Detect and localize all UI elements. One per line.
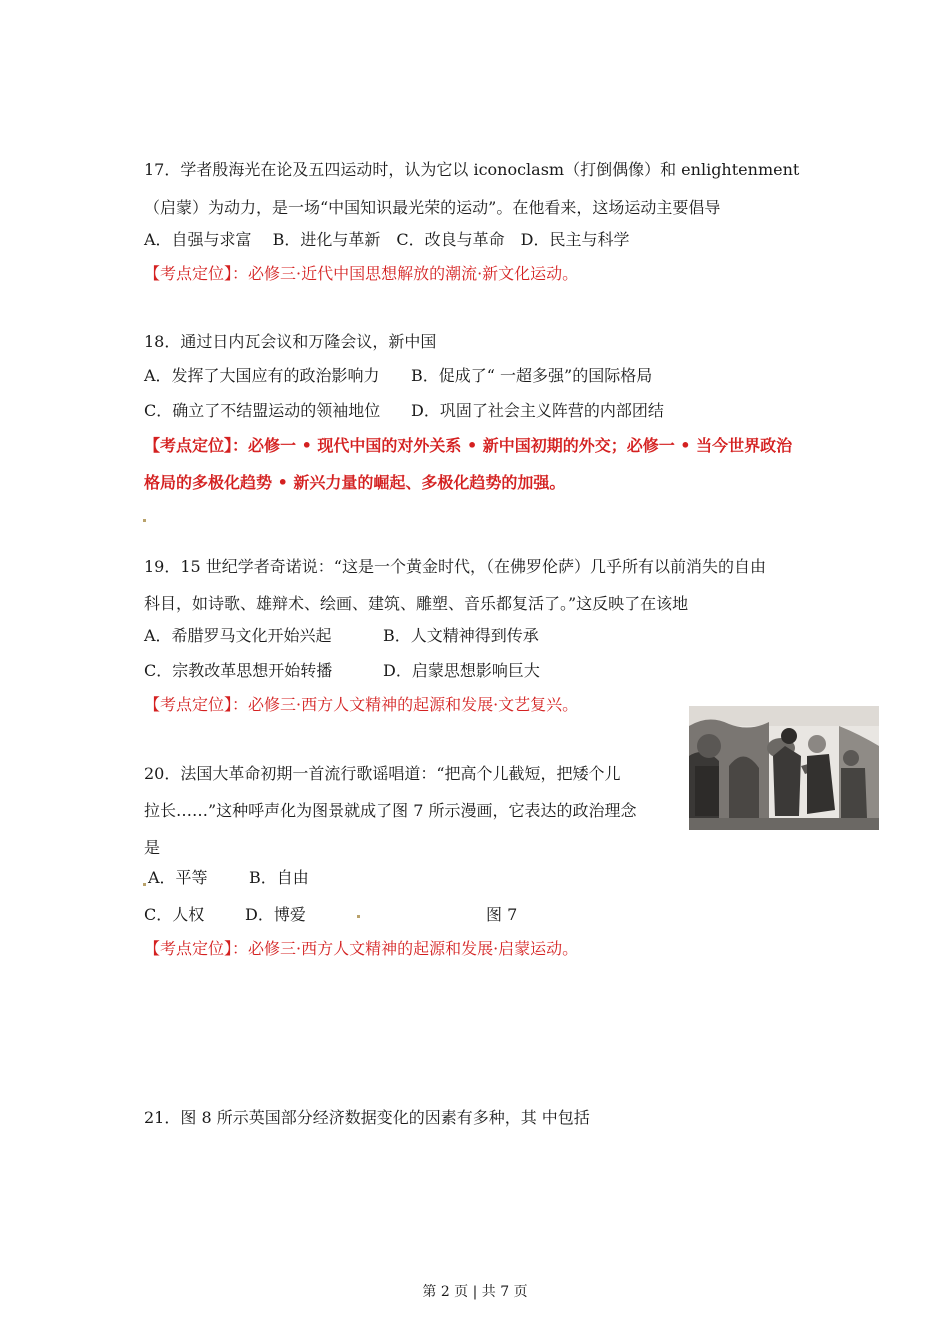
q17-stem-line2: （启蒙）为动力，是一场“中国知识最光荣的运动”。在他看来，这场运动主要倡导: [144, 198, 721, 217]
q20-stem-line3: 是: [144, 838, 161, 857]
scan-dot: [143, 519, 146, 522]
scan-dot: [357, 915, 360, 918]
q20-option-c: C．人权: [144, 905, 205, 924]
q19-option-c: C．宗教改革思想开始转播: [144, 661, 333, 680]
figure-7-cartoon-image: [689, 706, 879, 830]
q20-option-d: D．博爱: [245, 905, 306, 924]
q19-kaodian: 【考点定位】：必修三·西方人文精神的起源和发展·文艺复兴。: [144, 695, 579, 714]
q18-kaodian-line1: 【考点定位】：必修一 • 现代中国的对外关系 • 新中国初期的外交；必修一 • 当今世界政治: [144, 436, 793, 455]
q18-option-d: D．巩固了社会主义阵营的内部团结: [411, 401, 664, 420]
q20-stem-line2: 拉长……”这种呼声化为图景就成了图 7 所示漫画，它表达的政治理念: [144, 801, 637, 820]
scan-dot: [143, 883, 146, 886]
q18-stem: 18．通过日内瓦会议和万隆会议，新中国: [144, 332, 437, 351]
q17-kaodian: 【考点定位】：必修三·近代中国思想解放的潮流·新文化运动。: [144, 264, 579, 283]
q19-option-b: B．人文精神得到传承: [383, 626, 539, 645]
q20-stem-line1: 20．法国大革命初期一首流行歌谣唱道：“把高个儿截短，把矮个儿: [144, 764, 621, 783]
q17-options: A．自强与求富 B．进化与革新 C．改良与革命 D．民主与科学: [144, 230, 630, 249]
q20-kaodian: 【考点定位】：必修三·西方人文精神的起源和发展·启蒙运动。: [144, 939, 579, 958]
q18-option-b: B．促成了“ 一超多强”的国际格局: [411, 366, 653, 385]
page-footer: 第 2 页 | 共 7 页: [422, 1284, 528, 1300]
q18-option-a: A．发挥了大国应有的政治影响力: [144, 366, 380, 385]
q21-stem: 21．图 8 所示英国部分经济数据变化的因素有多种，其 中包括: [144, 1108, 590, 1127]
q19-stem-line1: 19．15 世纪学者奇诺说：“这是一个黄金时代，（在佛罗伦萨）几乎所有以前消失的自由: [144, 557, 766, 576]
q19-option-a: A．希腊罗马文化开始兴起: [144, 626, 332, 645]
q18-kaodian-line2: 格局的多极化趋势 • 新兴力量的崛起、多极化趋势的加强。: [144, 473, 566, 492]
q20-option-b: B．自由: [249, 868, 309, 887]
q17-stem-line1: 17．学者殷海光在论及五四运动时，认为它以 iconoclasm（打倒偶像）和 enlightenment: [144, 160, 800, 179]
figure-7-label: 图 7: [486, 905, 518, 924]
q20-option-a: A．平等: [148, 868, 208, 887]
q19-option-d: D．启蒙思想影响巨大: [383, 661, 540, 680]
q18-option-c: C．确立了不结盟运动的领袖地位: [144, 401, 381, 420]
q19-stem-line2: 科目，如诗歌、雄辩术、绘画、建筑、雕塑、音乐都复活了。”这反映了在该地: [144, 594, 689, 613]
